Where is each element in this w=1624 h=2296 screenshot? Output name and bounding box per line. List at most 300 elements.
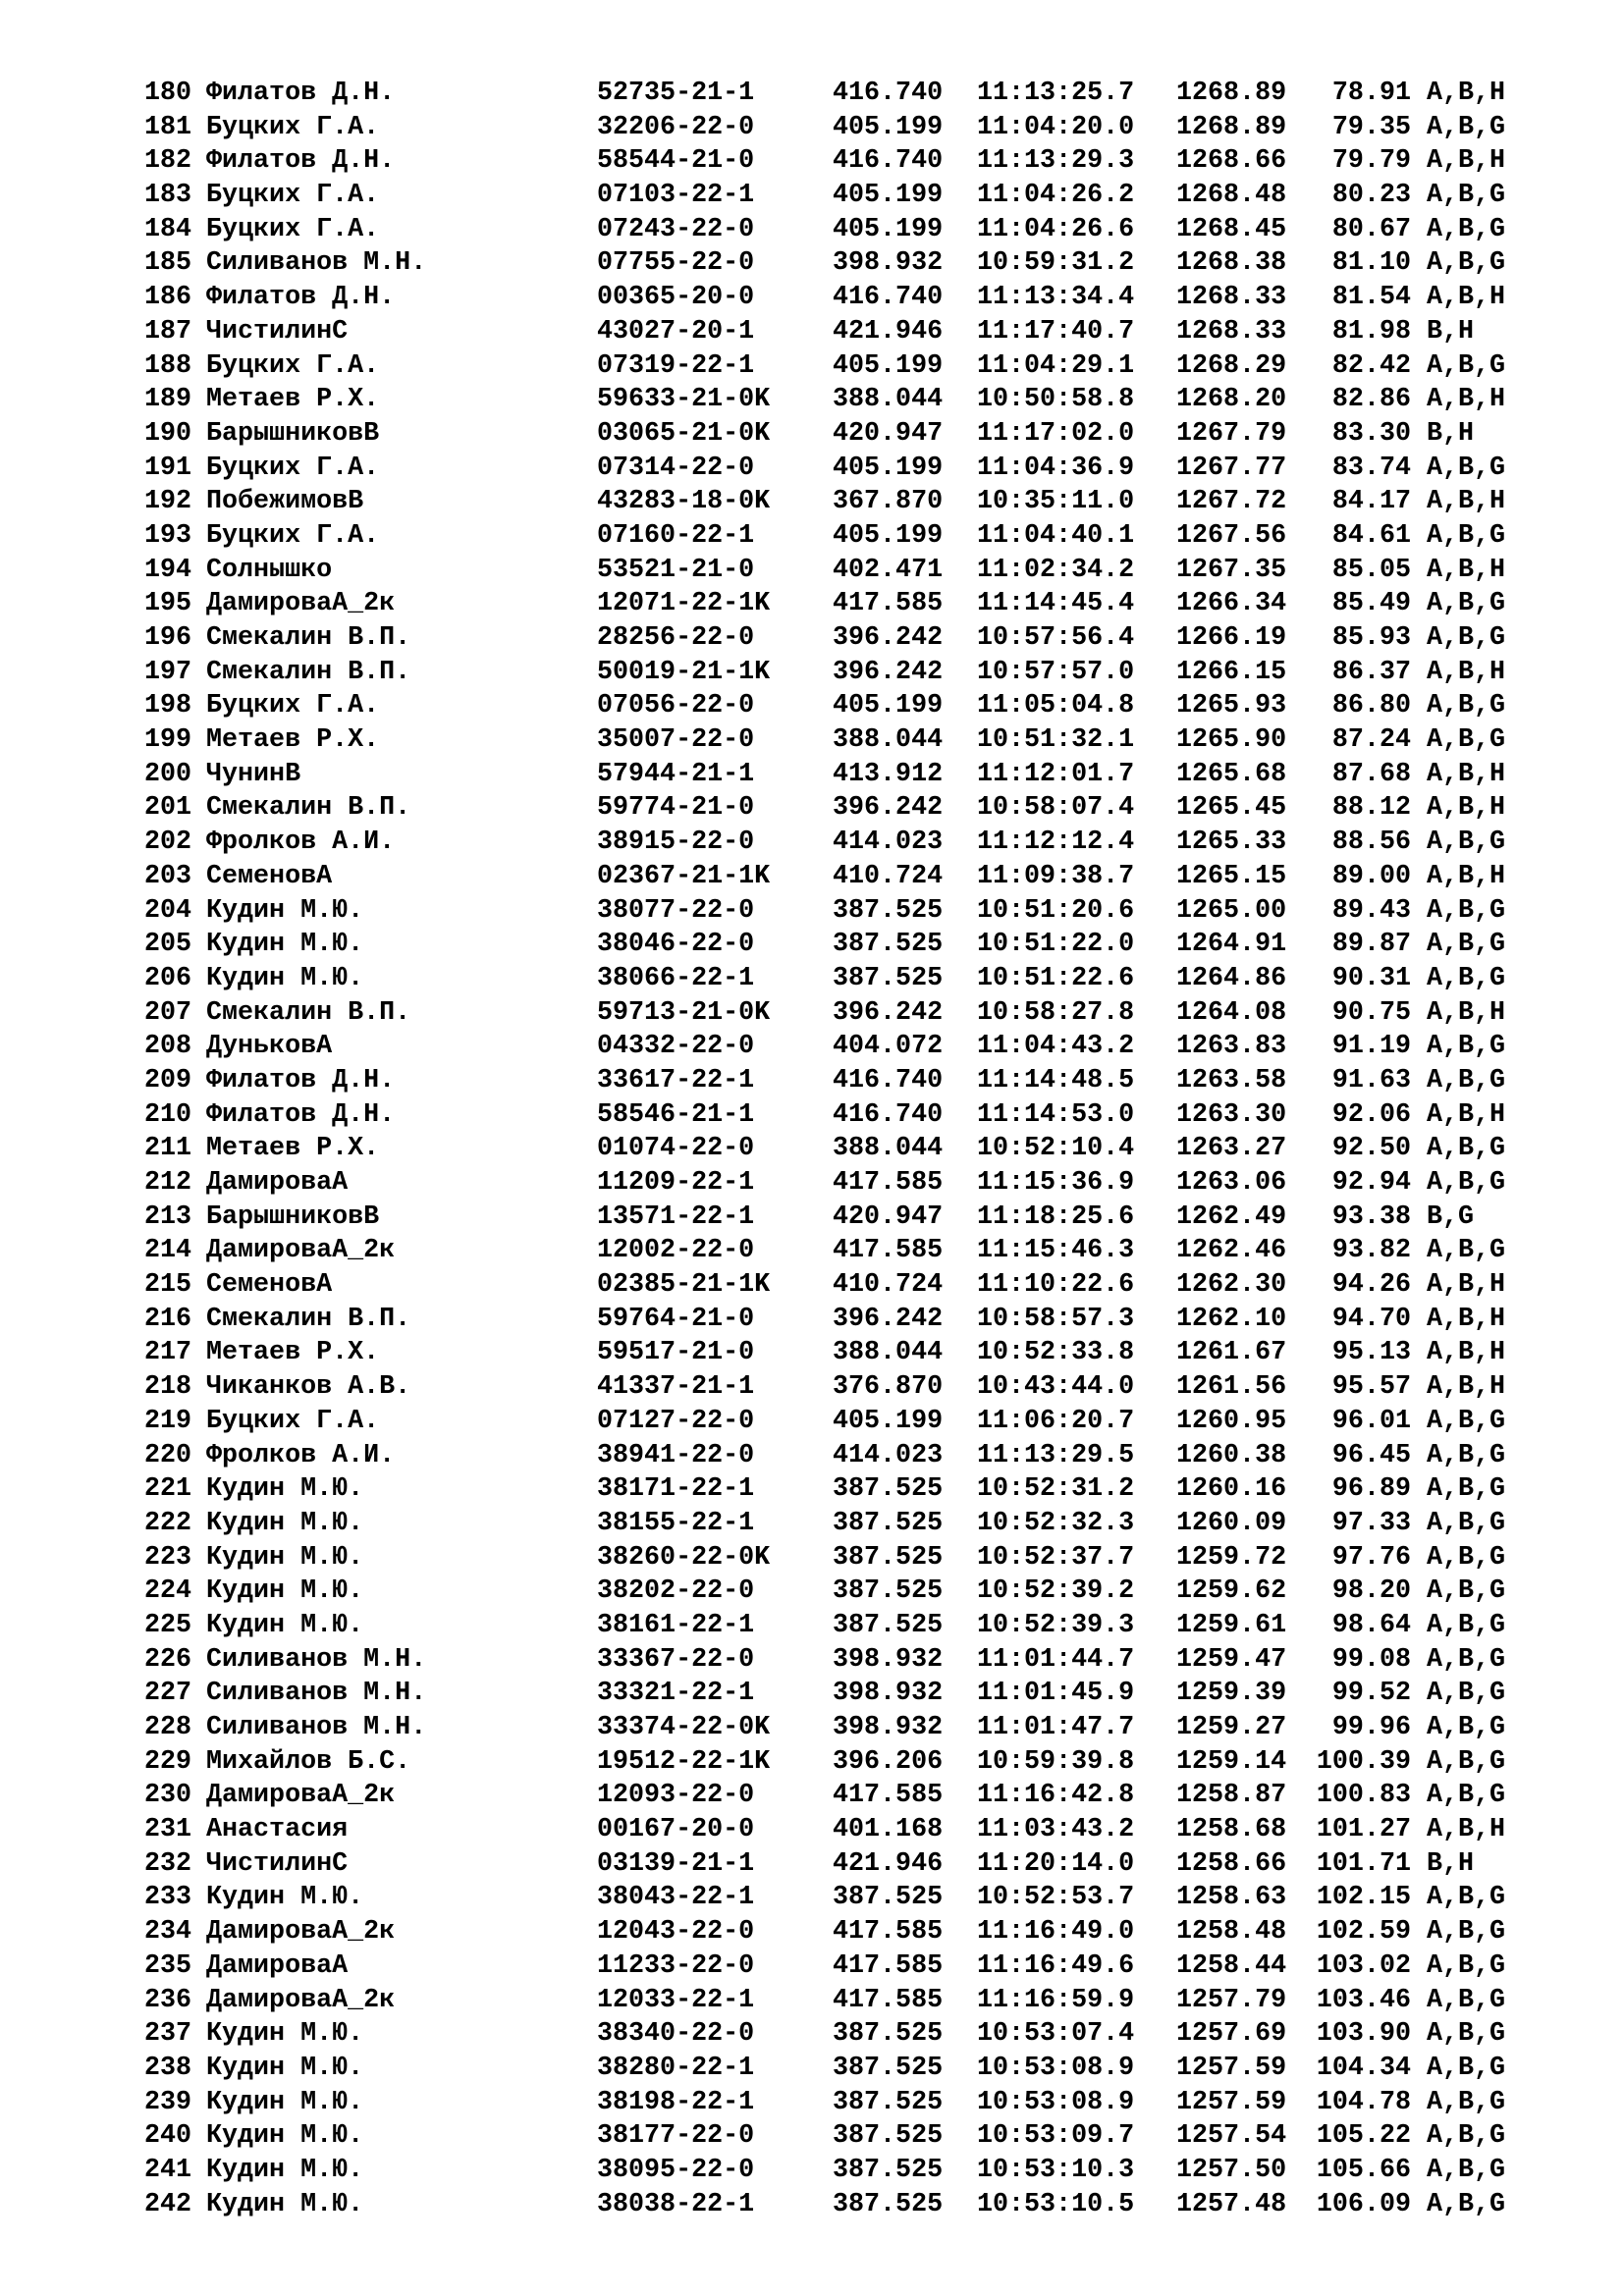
- coefficient-cell: 84.17: [1331, 487, 1411, 517]
- distance-cell: 417.585: [833, 1236, 944, 1266]
- table-row: [144, 2188, 1548, 2222]
- arrival-time-cell: 11:04:36.9: [977, 453, 1135, 483]
- table-row: [144, 656, 1548, 690]
- category-cell: A,B,G: [1427, 2121, 1506, 2152]
- speed-cell: 1263.83: [1176, 1032, 1287, 1062]
- coefficient-cell: 82.42: [1331, 350, 1411, 381]
- arrival-time-cell: 11:13:29.5: [977, 1440, 1135, 1470]
- distance-cell: 387.525: [833, 1610, 944, 1640]
- category-cell: A,B,G: [1427, 2155, 1506, 2185]
- position-cell: 223: [144, 1542, 192, 1573]
- speed-cell: 1265.93: [1176, 691, 1287, 721]
- position-cell: 184: [144, 214, 192, 244]
- owner-cell: Буцких Г.А.: [206, 350, 380, 381]
- table-row: [144, 77, 1548, 111]
- speed-cell: 1258.66: [1176, 1848, 1287, 1879]
- owner-cell: ДамироваА_2к: [206, 1236, 396, 1266]
- category-cell: A,B,H: [1427, 1372, 1506, 1403]
- table-row: [144, 1132, 1548, 1166]
- category-cell: A,B,G: [1427, 1713, 1506, 1742]
- speed-cell: 1263.27: [1176, 1134, 1287, 1164]
- position-cell: 192: [144, 487, 192, 517]
- owner-cell: Кудин М.Ю.: [206, 1542, 364, 1573]
- category-cell: A,B,H: [1427, 146, 1506, 177]
- arrival-time-cell: 11:13:34.4: [977, 283, 1135, 313]
- category-cell: A,B,G: [1427, 1950, 1506, 1981]
- category-cell: A,B,G: [1427, 2053, 1506, 2083]
- position-cell: 216: [144, 1304, 192, 1334]
- coefficient-cell: 94.26: [1331, 1270, 1411, 1301]
- distance-cell: 396.242: [833, 1304, 944, 1334]
- table-row: [144, 1915, 1548, 1949]
- owner-cell: БарышниковВ: [206, 418, 380, 449]
- arrival-time-cell: 11:05:04.8: [977, 691, 1135, 721]
- distance-cell: 388.044: [833, 385, 944, 415]
- speed-cell: 1268.89: [1176, 112, 1287, 142]
- speed-cell: 1259.62: [1176, 1576, 1287, 1607]
- category-cell: B,H: [1427, 418, 1475, 449]
- position-cell: 215: [144, 1270, 192, 1301]
- owner-cell: Буцких Г.А.: [206, 1406, 380, 1436]
- ring-cell: 11209-22-1: [597, 1168, 755, 1198]
- category-cell: A,B,G: [1427, 453, 1506, 483]
- owner-cell: ДамироваА_2к: [206, 1917, 396, 1948]
- position-cell: 185: [144, 248, 192, 279]
- owner-cell: ЧистилинС: [206, 1848, 349, 1879]
- position-cell: 241: [144, 2155, 192, 2185]
- distance-cell: 387.525: [833, 1542, 944, 1573]
- speed-cell: 1258.63: [1176, 1883, 1287, 1913]
- owner-cell: Буцких Г.А.: [206, 112, 380, 142]
- owner-cell: Кудин М.Ю.: [206, 963, 364, 993]
- category-cell: A,B,H: [1427, 487, 1506, 517]
- position-cell: 226: [144, 1644, 192, 1675]
- ring-cell: 11233-22-0: [597, 1950, 755, 1981]
- ring-cell: 00365-20-0: [597, 283, 755, 313]
- table-row: [144, 1405, 1548, 1439]
- distance-cell: 405.199: [833, 453, 944, 483]
- speed-cell: 1257.50: [1176, 2155, 1287, 2185]
- table-row: [144, 213, 1548, 247]
- category-cell: A,B,H: [1427, 1338, 1506, 1368]
- table-row: [144, 2017, 1548, 2052]
- speed-cell: 1258.68: [1176, 1815, 1287, 1845]
- position-cell: 236: [144, 1985, 192, 2015]
- arrival-time-cell: 11:04:43.2: [977, 1032, 1135, 1062]
- ring-cell: 02385-21-1K: [597, 1270, 771, 1301]
- table-row: [144, 1201, 1548, 1235]
- ring-cell: 38171-22-1: [597, 1474, 755, 1505]
- distance-cell: 410.724: [833, 1270, 944, 1301]
- ring-cell: 07160-22-1: [597, 520, 755, 551]
- distance-cell: 416.740: [833, 79, 944, 108]
- ring-cell: 12043-22-0: [597, 1917, 755, 1948]
- category-cell: A,B,H: [1427, 1304, 1506, 1334]
- category-cell: A,B,G: [1427, 1610, 1506, 1640]
- owner-cell: Кудин М.Ю.: [206, 2087, 364, 2117]
- table-row: [144, 1984, 1548, 2018]
- position-cell: 183: [144, 181, 192, 211]
- owner-cell: Кудин М.Ю.: [206, 2155, 364, 2185]
- ring-cell: 28256-22-0: [597, 623, 755, 653]
- arrival-time-cell: 10:58:27.8: [977, 997, 1135, 1028]
- distance-cell: 417.585: [833, 589, 944, 619]
- ring-cell: 38260-22-0K: [597, 1542, 771, 1573]
- position-cell: 228: [144, 1713, 192, 1742]
- ring-cell: 53521-21-0: [597, 555, 755, 585]
- distance-cell: 387.525: [833, 1576, 944, 1607]
- distance-cell: 405.199: [833, 112, 944, 142]
- table-row: [144, 1949, 1548, 1984]
- position-cell: 238: [144, 2053, 192, 2083]
- distance-cell: 387.525: [833, 2087, 944, 2117]
- speed-cell: 1265.68: [1176, 759, 1287, 789]
- arrival-time-cell: 11:01:44.7: [977, 1644, 1135, 1675]
- arrival-time-cell: 10:53:08.9: [977, 2087, 1135, 2117]
- category-cell: A,B,H: [1427, 555, 1506, 585]
- position-cell: 186: [144, 283, 192, 313]
- owner-cell: Кудин М.Ю.: [206, 895, 364, 926]
- arrival-time-cell: 11:16:42.8: [977, 1781, 1135, 1811]
- speed-cell: 1266.19: [1176, 623, 1287, 653]
- ring-cell: 58544-21-0: [597, 146, 755, 177]
- ring-cell: 33321-22-1: [597, 1679, 755, 1709]
- position-cell: 181: [144, 112, 192, 142]
- position-cell: 197: [144, 657, 192, 687]
- position-cell: 180: [144, 79, 192, 108]
- coefficient-cell: 78.91: [1331, 79, 1411, 108]
- position-cell: 189: [144, 385, 192, 415]
- arrival-time-cell: 11:04:20.0: [977, 112, 1135, 142]
- position-cell: 229: [144, 1746, 192, 1777]
- category-cell: A,B,H: [1427, 1099, 1506, 1130]
- coefficient-cell: 91.63: [1331, 1065, 1411, 1095]
- speed-cell: 1265.15: [1176, 861, 1287, 891]
- arrival-time-cell: 11:04:40.1: [977, 520, 1135, 551]
- arrival-time-cell: 11:02:34.2: [977, 555, 1135, 585]
- ring-cell: 07314-22-0: [597, 453, 755, 483]
- coefficient-cell: 88.56: [1331, 828, 1411, 858]
- speed-cell: 1265.90: [1176, 725, 1287, 756]
- ring-cell: 59713-21-0K: [597, 997, 771, 1028]
- table-row: [144, 791, 1548, 826]
- arrival-time-cell: 11:13:25.7: [977, 79, 1135, 108]
- arrival-time-cell: 11:14:53.0: [977, 1099, 1135, 1130]
- arrival-time-cell: 11:01:45.9: [977, 1679, 1135, 1709]
- table-row: [144, 2086, 1548, 2120]
- speed-cell: 1267.56: [1176, 520, 1287, 551]
- owner-cell: СеменовА: [206, 1270, 333, 1301]
- ring-cell: 38340-22-0: [597, 2019, 755, 2050]
- category-cell: A,B,G: [1427, 1883, 1506, 1913]
- coefficient-cell: 87.68: [1331, 759, 1411, 789]
- table-row: [144, 383, 1548, 417]
- arrival-time-cell: 11:15:46.3: [977, 1236, 1135, 1266]
- arrival-time-cell: 11:04:26.2: [977, 181, 1135, 211]
- category-cell: A,B,G: [1427, 2189, 1506, 2219]
- position-cell: 232: [144, 1848, 192, 1879]
- speed-cell: 1260.38: [1176, 1440, 1287, 1470]
- table-row: [144, 1711, 1548, 1745]
- ring-cell: 35007-22-0: [597, 725, 755, 756]
- speed-cell: 1264.86: [1176, 963, 1287, 993]
- table-row: [144, 1575, 1548, 1609]
- distance-cell: 388.044: [833, 1338, 944, 1368]
- coefficient-cell: 79.35: [1331, 112, 1411, 142]
- distance-cell: 387.525: [833, 1883, 944, 1913]
- owner-cell: Михайлов Б.С.: [206, 1746, 411, 1777]
- speed-cell: 1260.09: [1176, 1508, 1287, 1538]
- distance-cell: 416.740: [833, 146, 944, 177]
- coefficient-cell: 93.82: [1331, 1236, 1411, 1266]
- ring-cell: 38941-22-0: [597, 1440, 755, 1470]
- distance-cell: 404.072: [833, 1032, 944, 1062]
- arrival-time-cell: 10:52:39.3: [977, 1610, 1135, 1640]
- ring-cell: 03139-21-1: [597, 1848, 755, 1879]
- owner-cell: Метаев Р.Х.: [206, 725, 380, 756]
- ring-cell: 01074-22-0: [597, 1134, 755, 1164]
- ring-cell: 50019-21-1K: [597, 657, 771, 687]
- arrival-time-cell: 10:52:33.8: [977, 1338, 1135, 1368]
- category-cell: A,B,G: [1427, 1065, 1506, 1095]
- owner-cell: Филатов Д.Н.: [206, 1099, 396, 1130]
- table-row: [144, 723, 1548, 758]
- ring-cell: 12033-22-1: [597, 1985, 755, 2015]
- speed-cell: 1259.27: [1176, 1713, 1287, 1742]
- distance-cell: 396.242: [833, 997, 944, 1028]
- speed-cell: 1268.38: [1176, 248, 1287, 279]
- speed-cell: 1262.46: [1176, 1236, 1287, 1266]
- owner-cell: Силиванов М.Н.: [206, 248, 427, 279]
- arrival-time-cell: 10:53:07.4: [977, 2019, 1135, 2050]
- coefficient-cell: 89.87: [1331, 930, 1411, 960]
- distance-cell: 405.199: [833, 691, 944, 721]
- position-cell: 222: [144, 1508, 192, 1538]
- category-cell: A,B,G: [1427, 181, 1506, 211]
- category-cell: A,B,H: [1427, 997, 1506, 1028]
- table-row: [144, 246, 1548, 281]
- position-cell: 219: [144, 1406, 192, 1436]
- distance-cell: 401.168: [833, 1815, 944, 1845]
- category-cell: A,B,G: [1427, 1440, 1506, 1470]
- category-cell: A,B,H: [1427, 1270, 1506, 1301]
- ring-cell: 38046-22-0: [597, 930, 755, 960]
- arrival-time-cell: 10:52:37.7: [977, 1542, 1135, 1573]
- owner-cell: БарышниковВ: [206, 1201, 380, 1232]
- owner-cell: Силиванов М.Н.: [206, 1644, 427, 1675]
- coefficient-cell: 80.67: [1331, 214, 1411, 244]
- ring-cell: 38198-22-1: [597, 2087, 755, 2117]
- owner-cell: Метаев Р.Х.: [206, 1338, 380, 1368]
- arrival-time-cell: 11:13:29.3: [977, 146, 1135, 177]
- table-row: [144, 1745, 1548, 1780]
- ring-cell: 59774-21-0: [597, 793, 755, 824]
- category-cell: A,B,G: [1427, 520, 1506, 551]
- speed-cell: 1262.10: [1176, 1304, 1287, 1334]
- distance-cell: 398.932: [833, 248, 944, 279]
- owner-cell: ДамироваА_2к: [206, 1781, 396, 1811]
- distance-cell: 416.740: [833, 1099, 944, 1130]
- ring-cell: 12002-22-0: [597, 1236, 755, 1266]
- owner-cell: Смекалин В.П.: [206, 657, 411, 687]
- arrival-time-cell: 11:17:02.0: [977, 418, 1135, 449]
- coefficient-cell: 81.10: [1331, 248, 1411, 279]
- ring-cell: 59764-21-0: [597, 1304, 755, 1334]
- ring-cell: 38155-22-1: [597, 1508, 755, 1538]
- coefficient-cell: 82.86: [1331, 385, 1411, 415]
- speed-cell: 1259.47: [1176, 1644, 1287, 1675]
- distance-cell: 398.932: [833, 1679, 944, 1709]
- position-cell: 227: [144, 1679, 192, 1709]
- coefficient-cell: 96.45: [1331, 1440, 1411, 1470]
- category-cell: A,B,G: [1427, 589, 1506, 619]
- speed-cell: 1268.48: [1176, 181, 1287, 211]
- coefficient-cell: 103.02: [1316, 1950, 1411, 1981]
- coefficient-cell: 88.12: [1331, 793, 1411, 824]
- category-cell: A,B,G: [1427, 828, 1506, 858]
- arrival-time-cell: 11:16:59.9: [977, 1985, 1135, 2015]
- position-cell: 230: [144, 1781, 192, 1811]
- ring-cell: 38202-22-0: [597, 1576, 755, 1607]
- position-cell: 213: [144, 1201, 192, 1232]
- position-cell: 224: [144, 1576, 192, 1607]
- owner-cell: ДуньковА: [206, 1032, 333, 1062]
- position-cell: 201: [144, 793, 192, 824]
- arrival-time-cell: 10:53:09.7: [977, 2121, 1135, 2152]
- category-cell: A,B,G: [1427, 963, 1506, 993]
- distance-cell: 376.870: [833, 1372, 944, 1403]
- table-row: [144, 928, 1548, 962]
- ring-cell: 12071-22-1K: [597, 589, 771, 619]
- category-cell: A,B,H: [1427, 385, 1506, 415]
- arrival-time-cell: 11:14:48.5: [977, 1065, 1135, 1095]
- coefficient-cell: 105.66: [1316, 2155, 1411, 2185]
- owner-cell: ДамироваА_2к: [206, 1985, 396, 2015]
- position-cell: 237: [144, 2019, 192, 2050]
- arrival-time-cell: 10:52:31.2: [977, 1474, 1135, 1505]
- coefficient-cell: 99.52: [1331, 1679, 1411, 1709]
- position-cell: 205: [144, 930, 192, 960]
- arrival-time-cell: 10:52:53.7: [977, 1883, 1135, 1913]
- coefficient-cell: 101.27: [1316, 1815, 1411, 1845]
- table-row: [144, 1813, 1548, 1847]
- table-row: [144, 144, 1548, 179]
- distance-cell: 417.585: [833, 1950, 944, 1981]
- table-row: [144, 894, 1548, 929]
- speed-cell: 1259.39: [1176, 1679, 1287, 1709]
- distance-cell: 410.724: [833, 861, 944, 891]
- coefficient-cell: 85.05: [1331, 555, 1411, 585]
- coefficient-cell: 95.13: [1331, 1338, 1411, 1368]
- ring-cell: 07127-22-0: [597, 1406, 755, 1436]
- coefficient-cell: 105.22: [1316, 2121, 1411, 2152]
- ring-cell: 57944-21-1: [597, 759, 755, 789]
- speed-cell: 1257.54: [1176, 2121, 1287, 2152]
- owner-cell: ДамироваА_2к: [206, 589, 396, 619]
- category-cell: A,B,H: [1427, 79, 1506, 108]
- arrival-time-cell: 11:04:29.1: [977, 350, 1135, 381]
- distance-cell: 421.946: [833, 1848, 944, 1879]
- arrival-time-cell: 11:14:45.4: [977, 589, 1135, 619]
- owner-cell: Буцких Г.А.: [206, 691, 380, 721]
- owner-cell: Смекалин В.П.: [206, 793, 411, 824]
- position-cell: 196: [144, 623, 192, 653]
- position-cell: 233: [144, 1883, 192, 1913]
- distance-cell: 388.044: [833, 1134, 944, 1164]
- coefficient-cell: 92.94: [1331, 1168, 1411, 1198]
- position-cell: 239: [144, 2087, 192, 2117]
- coefficient-cell: 99.96: [1331, 1713, 1411, 1742]
- table-row: [144, 349, 1548, 384]
- distance-cell: 421.946: [833, 316, 944, 347]
- coefficient-cell: 101.71: [1316, 1848, 1411, 1879]
- owner-cell: Метаев Р.Х.: [206, 1134, 380, 1164]
- table-row: [144, 1472, 1548, 1507]
- table-row: [144, 1847, 1548, 1882]
- position-cell: 200: [144, 759, 192, 789]
- coefficient-cell: 84.61: [1331, 520, 1411, 551]
- owner-cell: Смекалин В.П.: [206, 623, 411, 653]
- arrival-time-cell: 10:43:44.0: [977, 1372, 1135, 1403]
- category-cell: A,B,G: [1427, 1917, 1506, 1948]
- distance-cell: 398.932: [833, 1644, 944, 1675]
- category-cell: A,B,G: [1427, 1985, 1506, 2015]
- coefficient-cell: 98.64: [1331, 1610, 1411, 1640]
- arrival-time-cell: 10:50:58.8: [977, 385, 1135, 415]
- owner-cell: Фролков А.И.: [206, 1440, 396, 1470]
- ring-cell: 59517-21-0: [597, 1338, 755, 1368]
- category-cell: A,B,G: [1427, 1406, 1506, 1436]
- ring-cell: 41337-21-1: [597, 1372, 755, 1403]
- distance-cell: 387.525: [833, 1474, 944, 1505]
- ring-cell: 07243-22-0: [597, 214, 755, 244]
- table-row: [144, 1336, 1548, 1370]
- arrival-time-cell: 11:15:36.9: [977, 1168, 1135, 1198]
- coefficient-cell: 91.19: [1331, 1032, 1411, 1062]
- arrival-time-cell: 11:04:26.6: [977, 214, 1135, 244]
- speed-cell: 1257.79: [1176, 1985, 1287, 2015]
- coefficient-cell: 96.01: [1331, 1406, 1411, 1436]
- distance-cell: 387.525: [833, 2019, 944, 2050]
- table-row: [144, 1677, 1548, 1711]
- position-cell: 234: [144, 1917, 192, 1948]
- coefficient-cell: 106.09: [1316, 2189, 1411, 2219]
- owner-cell: Силиванов М.Н.: [206, 1713, 427, 1742]
- coefficient-cell: 100.39: [1316, 1746, 1411, 1777]
- coefficient-cell: 85.49: [1331, 589, 1411, 619]
- owner-cell: ДамироваА: [206, 1950, 349, 1981]
- arrival-time-cell: 10:52:10.4: [977, 1134, 1135, 1164]
- ring-cell: 52735-21-1: [597, 79, 755, 108]
- table-row: [144, 452, 1548, 486]
- coefficient-cell: 85.93: [1331, 623, 1411, 653]
- owner-cell: ДамироваА: [206, 1168, 349, 1198]
- ring-cell: 43283-18-0K: [597, 487, 771, 517]
- position-cell: 210: [144, 1099, 192, 1130]
- position-cell: 203: [144, 861, 192, 891]
- category-cell: A,B,G: [1427, 2087, 1506, 2117]
- category-cell: A,B,H: [1427, 1815, 1506, 1845]
- speed-cell: 1267.79: [1176, 418, 1287, 449]
- owner-cell: Кудин М.Ю.: [206, 1576, 364, 1607]
- category-cell: A,B,H: [1427, 283, 1506, 313]
- distance-cell: 416.740: [833, 1065, 944, 1095]
- coefficient-cell: 97.76: [1331, 1542, 1411, 1573]
- position-cell: 212: [144, 1168, 192, 1198]
- category-cell: A,B,G: [1427, 1679, 1506, 1709]
- distance-cell: 396.206: [833, 1746, 944, 1777]
- speed-cell: 1263.06: [1176, 1168, 1287, 1198]
